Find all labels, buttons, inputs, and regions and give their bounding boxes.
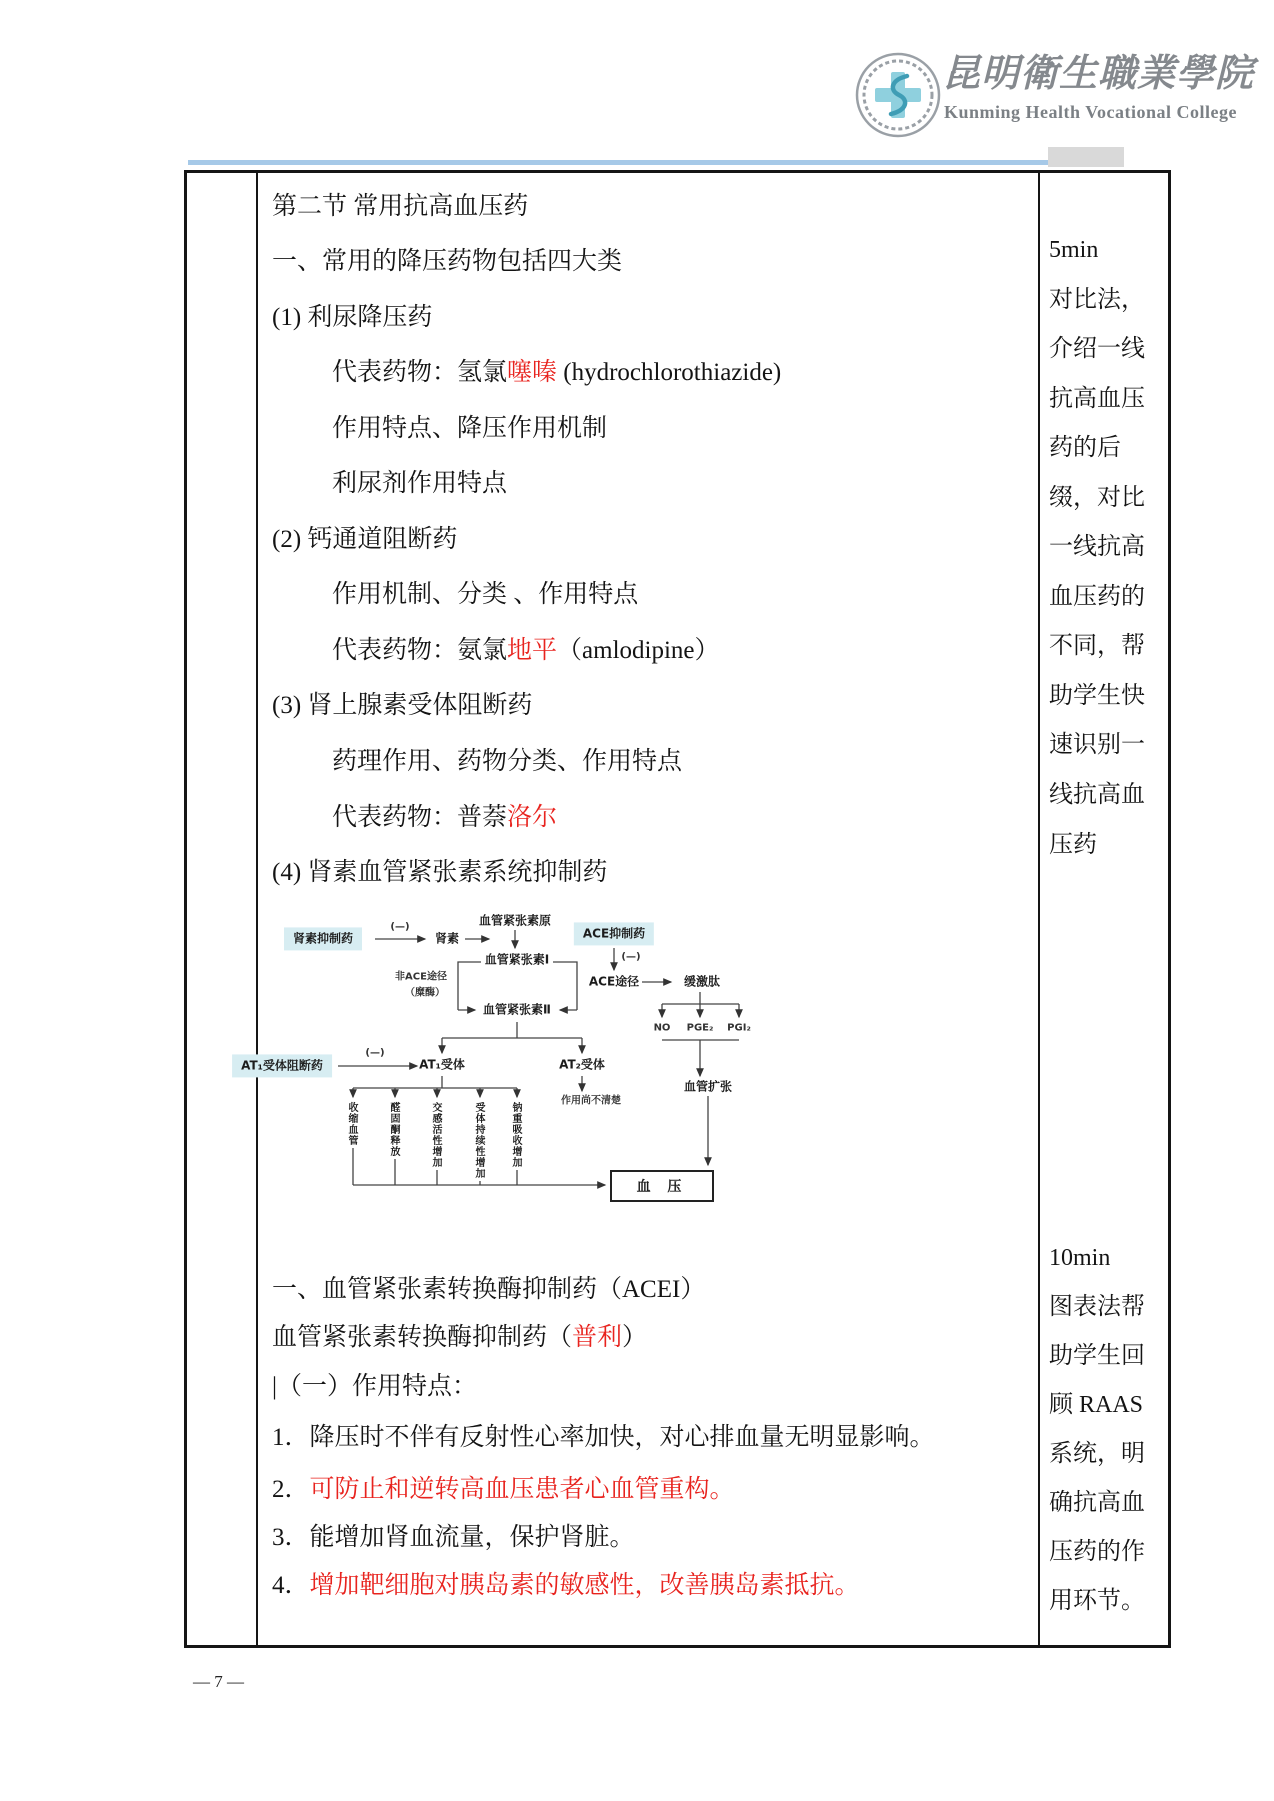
text-segment: 缀，对比 [1049,485,1145,511]
text-line [1049,679,1145,713]
college-name-zh: 昆明衛生職業學院 [942,50,1255,95]
node-renin-inhibitor: 肾素抑制药 [284,927,362,950]
text-segment: (2) 钙通道阻断药 [272,526,458,553]
text-segment: 药理作用、药物分类、作用特点 [332,748,683,775]
text-line [332,801,557,835]
text-segment: 增加靶细胞对胰岛素的敏感性，改善胰岛素抵抗。 [309,1572,860,1599]
node-renin: 肾素 [434,931,460,946]
text-line [272,1321,647,1355]
text-line [1049,629,1145,663]
text-line [1049,332,1145,366]
text-segment: 可防止和逆转高血压患者心血管重构。 [309,1476,735,1503]
node-blood-pressure: 血 压 [610,1170,714,1202]
college-logo-emblem [853,50,943,140]
node-pgi2: PGI₂ [727,1022,751,1034]
text-segment: 药的后 [1049,435,1121,461]
text-segment: 利尿剂作用特点 [332,470,508,497]
minus-sign: (—) [390,921,410,933]
text-segment: 助学生快 [1049,683,1145,709]
node-chymase: （糜酶） [405,987,445,999]
text-line [332,578,638,612]
text-segment: 血管紧张素转换酶抑制药（ [272,1324,573,1351]
text-segment: 代表药物：普萘 [332,804,508,831]
text-line [1049,1241,1110,1275]
text-segment: 图表法帮 [1049,1294,1145,1320]
text-line [272,301,432,335]
text-segment: （amlodipine） [557,637,720,664]
header-rule [188,160,1086,165]
text-segment: 第二节 常用抗高血压药 [272,193,529,220]
text-line [272,1273,705,1307]
text-line [332,634,720,668]
node-at1-blocker: AT₁受体阻断药 [232,1054,332,1077]
text-line [272,245,622,279]
text-line [1049,1290,1145,1324]
text-segment: 压药的作 [1049,1539,1145,1565]
text-segment: ） [622,1324,648,1351]
text-line [1049,1388,1143,1422]
text-line [1049,233,1098,267]
text-segment: 一线抗高 [1049,534,1145,560]
text-segment: 代表药物：氨氯 [332,637,508,664]
text-line [1049,431,1121,465]
node-effect-receptor: 受体持续性增加 [473,1102,484,1179]
text-segment: 血压药的 [1049,584,1145,610]
text-line [1049,580,1145,614]
text-segment: 速识别一 [1049,732,1145,758]
minus-sign: (—) [365,1047,385,1059]
text-segment: 对比法， [1049,287,1145,313]
text-segment: (3) 肾上腺素受体阻断药 [272,692,533,719]
text-segment: 普利 [572,1324,623,1351]
text-segment: 代表药物：氢氯 [332,359,508,386]
college-name-en: Kunming Health Vocational College [944,102,1238,122]
text-line [272,190,528,224]
text-line [272,1569,860,1603]
node-effect-vasoconstriction: 收缩血管 [346,1102,357,1146]
text-line [272,523,457,557]
text-segment: 系统，明 [1049,1441,1145,1467]
text-line [272,1473,735,1507]
text-line [272,856,607,890]
text-line [332,412,607,446]
text-line [332,745,682,779]
text-line [1049,828,1097,862]
node-effect-aldosterone: 醛固酮释放 [388,1102,399,1157]
text-line [272,1521,635,1555]
text-segment: (hydrochlorothiazide) [557,359,782,386]
text-line [272,689,532,723]
text-segment: 5min [1049,237,1099,263]
text-line [332,356,781,390]
text-segment: 线抗高血 [1049,782,1145,808]
node-pge2: PGE₂ [686,1022,714,1034]
text-line [332,467,507,501]
text-line [1049,1535,1145,1569]
text-line [1049,1486,1145,1520]
text-segment: 洛尔 [507,804,558,831]
node-no: NO [653,1022,671,1034]
page-number: — 7 — [193,1672,244,1691]
node-non-ace-path: 非ACE途径 [395,971,447,983]
text-segment: 10min [1049,1245,1111,1271]
text-segment: 噻嗪 [507,359,558,386]
node-ace-path: ACE途径 [588,974,640,989]
text-segment: 压药 [1049,832,1097,858]
text-segment: 1．降压时不伴有反射性心率加快，对心排血量无明显影响。 [272,1424,935,1451]
table-divider-right [1038,170,1040,1645]
text-segment: 作用机制、分类 、作用特点 [332,581,639,608]
text-segment: 介绍一线 [1049,336,1145,362]
text-line [1049,382,1145,416]
text-segment: (4) 肾素血管紧张素系统抑制药 [272,859,608,886]
text-segment: 抗高血压 [1049,386,1145,412]
text-segment: 4． [272,1572,310,1599]
text-line [272,1370,477,1404]
text-line [1049,728,1145,762]
node-bradykinin: 缓激肽 [683,974,721,989]
text-segment: 一、常用的降压药物包括四大类 [272,248,623,275]
raas-flowchart [225,900,785,1210]
text-line [1049,530,1145,564]
text-line [272,1421,935,1455]
text-segment: 助学生回 [1049,1343,1145,1369]
minus-sign: (—) [621,951,641,963]
node-angiotensin-2: 血管紧张素Ⅱ [483,1002,551,1017]
text-segment: 地平 [507,637,558,664]
table-corner-shade [1048,147,1124,167]
node-vasodilation: 血管扩张 [683,1079,733,1094]
text-segment: 3．能增加肾血流量，保护肾脏。 [272,1524,635,1551]
text-segment: 2． [272,1476,310,1503]
node-effect-sympathetic: 交感活性增加 [430,1102,441,1168]
node-at1-receptor: AT₁受体 [419,1057,465,1072]
text-segment: 不同，帮 [1049,633,1145,659]
text-segment: (1) 利尿降压药 [272,304,433,331]
node-angiotensin-1: 血管紧张素Ⅰ [484,952,550,967]
text-line [1049,481,1145,515]
node-ace-inhibitor: ACE抑制药 [574,922,654,945]
text-segment: 作用特点、降压作用机制 [332,415,608,442]
text-line [1049,1584,1145,1618]
node-effect-unclear: 作用尚不清楚 [561,1095,621,1107]
text-segment: 用环节。 [1049,1588,1145,1614]
text-segment: 确抗高血 [1049,1490,1145,1516]
node-angiotensinogen: 血管紧张素原 [478,913,552,928]
text-segment: 一、血管紧张素转换酶抑制药（ACEI） [272,1276,706,1303]
node-at2-receptor: AT₂受体 [559,1057,605,1072]
text-line [1049,778,1145,812]
text-segment: 顾 RAAS [1049,1392,1144,1418]
text-line [1049,1437,1145,1471]
text-segment: |（一）作用特点： [272,1373,478,1400]
text-line [1049,1339,1145,1373]
node-effect-sodium: 钠重吸收增加 [510,1102,521,1168]
text-line [1049,283,1145,317]
